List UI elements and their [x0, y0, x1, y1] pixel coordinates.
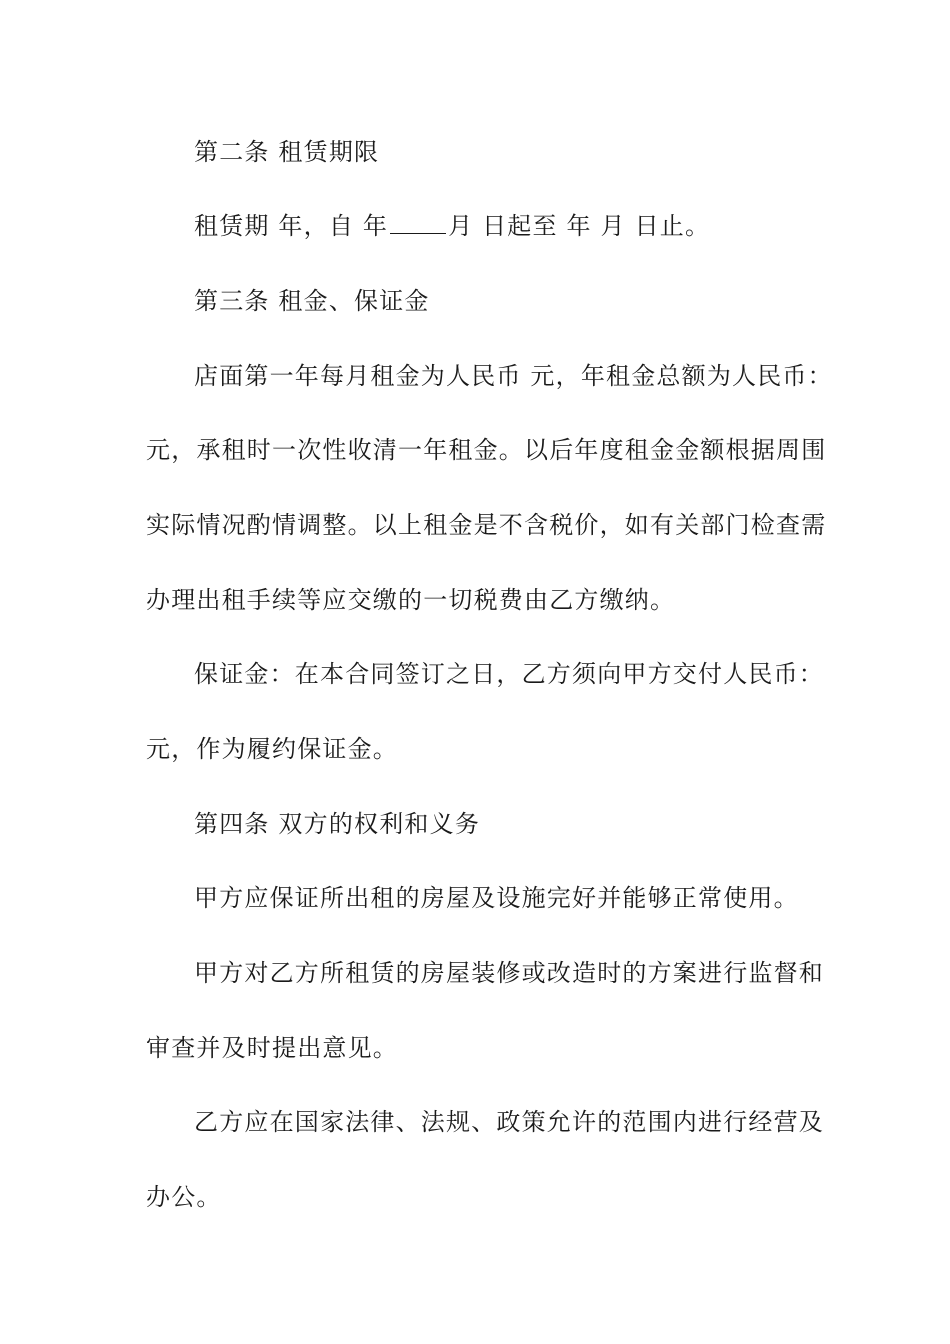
supervision-paragraph-line-2: 审查并及时提出意见。	[146, 1034, 398, 1062]
rent-paragraph-line-3: 实际情况酌情调整。以上租金是不含税价，如有关部门检查需	[146, 511, 827, 539]
rent-paragraph-line-2: 元，承租时一次性收清一年租金。以后年度租金金额根据周围	[146, 436, 827, 464]
lease-term-text-end: 月 日起至 年 月 日止。	[448, 212, 711, 240]
lease-term-paragraph	[194, 208, 816, 244]
deposit-paragraph-line-2: 元，作为履约保证金。	[146, 735, 398, 763]
article-4-heading: 第四条 双方的权利和义务	[194, 810, 481, 838]
blank-underline	[390, 211, 446, 234]
lease-term-text-start: 租赁期 年，自 年	[194, 212, 389, 240]
rent-paragraph-line-4: 办理出租手续等应交缴的一切税费由乙方缴纳。	[146, 586, 676, 614]
supervision-paragraph-line-1: 甲方对乙方所租赁的房屋装修或改造时的方案进行监督和	[194, 959, 824, 987]
article-3-heading: 第三条 租金、保证金	[194, 287, 430, 315]
deposit-paragraph-line-1: 保证金：在本合同签订之日，乙方须向甲方交付人民币：	[194, 660, 824, 688]
article-2-heading: 第二条 租赁期限	[194, 138, 380, 166]
lessee-duty-paragraph-line-2: 办公。	[146, 1183, 222, 1211]
lessor-duty-paragraph: 甲方应保证所出租的房屋及设施完好并能够正常使用。	[194, 884, 799, 912]
rent-paragraph-line-1: 店面第一年每月租金为人民币 元，年租金总额为人民币：	[194, 362, 833, 390]
lessee-duty-paragraph-line-1: 乙方应在国家法律、法规、政策允许的范围内进行经营及	[194, 1108, 824, 1136]
